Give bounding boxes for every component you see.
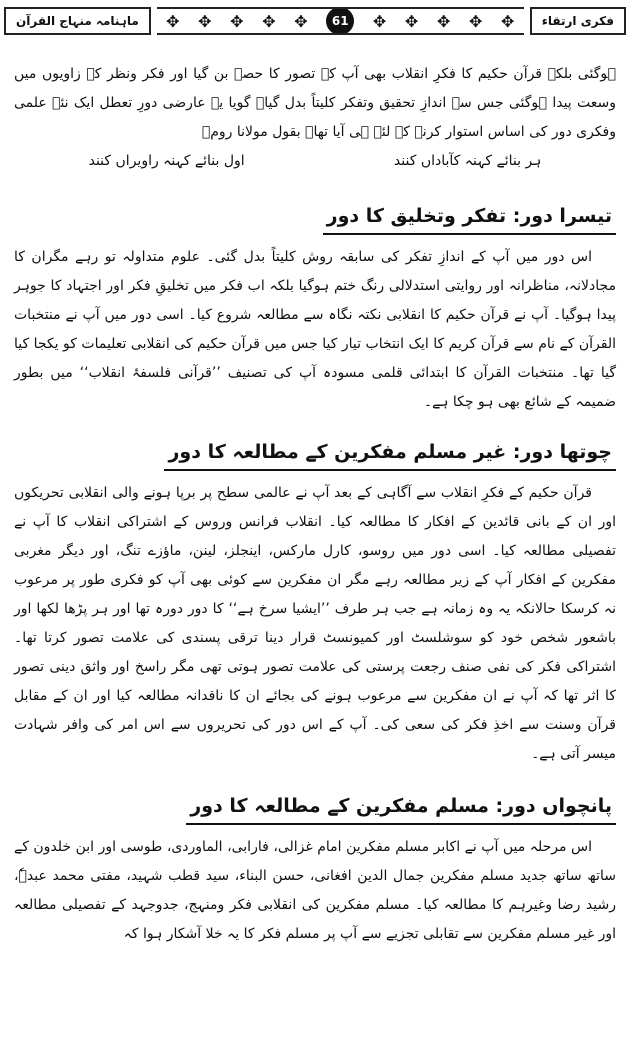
ornament-icon: ✥ <box>501 11 515 31</box>
couplet-line: ہر بنائے کہنہ کآباداں کنند <box>393 153 542 169</box>
article-body <box>14 60 616 949</box>
ornament-icon: ✥ <box>404 11 419 31</box>
section-heading: تیسرا دور: تفکر وتخلیق کا دور <box>323 201 616 235</box>
ornament-icon: ✥ <box>166 11 180 31</box>
ornament-icon: ✥ <box>262 11 276 31</box>
section-heading: پانچواں دور: مسلم مفکرین کے مطالعہ کا دور <box>186 791 616 825</box>
section-paragraph: اس دور میں آپ کے اندازِ تفکر کی سابقہ روش کلیتاً بدل گئی۔ علوم متداولہ تو رہے مگران کا مجادلانہ، مناظرانہ اور روایتی استدلالی رنگ ختم ہوگیا بلکہ اب فکر میں تخلیقِ فکر اور اجتہاد کا جوہر پیدا ہوگیا۔ آپ نے قرآن حکیم کا انقلابی نکتہ نگاہ سے مطالعہ شروع کیا۔ اسی دور میں آپ نے منتخبات القرآن کے نام سے قرآن کریم کا ایک انتخاب تیار کیا جس میں قرآن حکیم کی انقلابی تعلیمات کو یکجا کیا گیا تھا۔ منتخبات القرآن کا ابتدائی قلمی مسودہ آپ کی تصنیف ’’قرآنی فلسفۂ انقلاب‘‘ میں بطور ضمیمہ کے شائع بھی ہو چکا ہے۔ <box>14 249 616 410</box>
page-header <box>4 4 626 38</box>
section-paragraph: قرآن حکیم کے فکرِ انقلاب سے آگاہی کے بعد آپ نے عالمی سطح پر برپا ہونے والی انقلابی تحریکوں اور ان کے بانی قائدین کے افکار کا مطالعہ کیا۔ انقلاب فرانس وروس کے اشتراکی انقلاب کا آپ نے تفصیلی مطالعہ کیا۔ اسی دور میں روسو، کارل مارکس، اینجلز، لینن، ماؤزے تنگ، اور دیگر مغربی مفکرین کے افکار آپ کے زیر مطالعہ رہے مگر ان مفکرین سے کوئی بھی آپ کو فکری طور پر مرعوب نہ کرسکا حالانکہ یہ وہ زمانہ ہے جب ہر طرف ’’ایشیا سرخ ہے‘‘ کا دور دورہ تھا اور ہر پڑھا لکھا اور باشعور شخص خود کو سوشلسٹ اور کمیونسٹ قرار دینا ترقی پسندی کی علامت تصور کرتا تھا۔ اشتراکی فکر کی نفی صنف رجعت پرستی کی علامت تصور ہوتی تھی مگر راسخ اور واثق دینی تصور کا اثر تھا کہ آپ نے ان مفکرین سے مرعوب ہونے کی بجائے ان کا ناقدانہ مطالعہ کیا اور ان کے مقابل قرآن وسنت سے اخذِ فکر کی سعی کی۔ آپ کے اس دور کی تحریروں سے اس امر کی وافر شہادت میسر آتی ہے۔ <box>14 485 616 762</box>
ornament-icon: ✥ <box>436 11 451 31</box>
ornament-icon: ✥ <box>198 11 212 31</box>
couplet-line: اول بنائے کہنہ راویراں کنند <box>88 153 245 169</box>
ornament-icon: ✥ <box>294 11 308 31</box>
header-ornament-band <box>157 7 524 35</box>
section-label: فکری ارتقاء <box>530 7 626 35</box>
ornament-icon: ✥ <box>372 11 387 31</box>
section-heading: چوتھا دور: غیر مسلم مفکرین کے مطالعہ کا دور <box>164 437 616 471</box>
magazine-title: ماہنامہ منہاج القرآن <box>4 7 151 35</box>
ornament-icon: ✥ <box>230 11 244 31</box>
poetry-couplet <box>14 147 616 175</box>
intro-paragraph: ہوگئی بلکہ قرآن حکیم کا فکرِ انقلاب بھی آپ کے تصور کا حصہ بن گیا اور فکر ونظر کے زاویوں میں وسعت پیدا ہوگئی جس سے اندازِ تحقیق وتفکر کلیتاً بدل گیا۔ گویا یہ عارضی دورِ تعطل ایک نئے علمی وفکری دور کی اساس استوار کرنے کے لئے ہی آیا تھا۔ بقول مولانا رومؒ <box>14 66 616 140</box>
ornament-icon: ✥ <box>468 11 483 31</box>
section-paragraph: اس مرحلہ میں آپ نے اکابر مسلم مفکرین امام غزالی، فارابی، الماوردی، طوسی اور ابن خلدون کے ساتھ ساتھ جدید مسلم مفکرین جمال الدین افغانی، حسن البناء، سید قطب شہید، مفتی محمد عبدہٗ، رشید رضا وغیرہم کا مطالعہ کیا۔ مسلم مفکرین کی انقلابی فکر ومنہج، جدوجہد کے تفصیلی مطالعہ اور غیر مسلم مفکرین سے تقابلی تجزیے سے آپ پر مسلم فکر کا یہ خلا آشکار ہوا کہ <box>14 839 616 942</box>
page-number: 61 <box>326 7 354 35</box>
